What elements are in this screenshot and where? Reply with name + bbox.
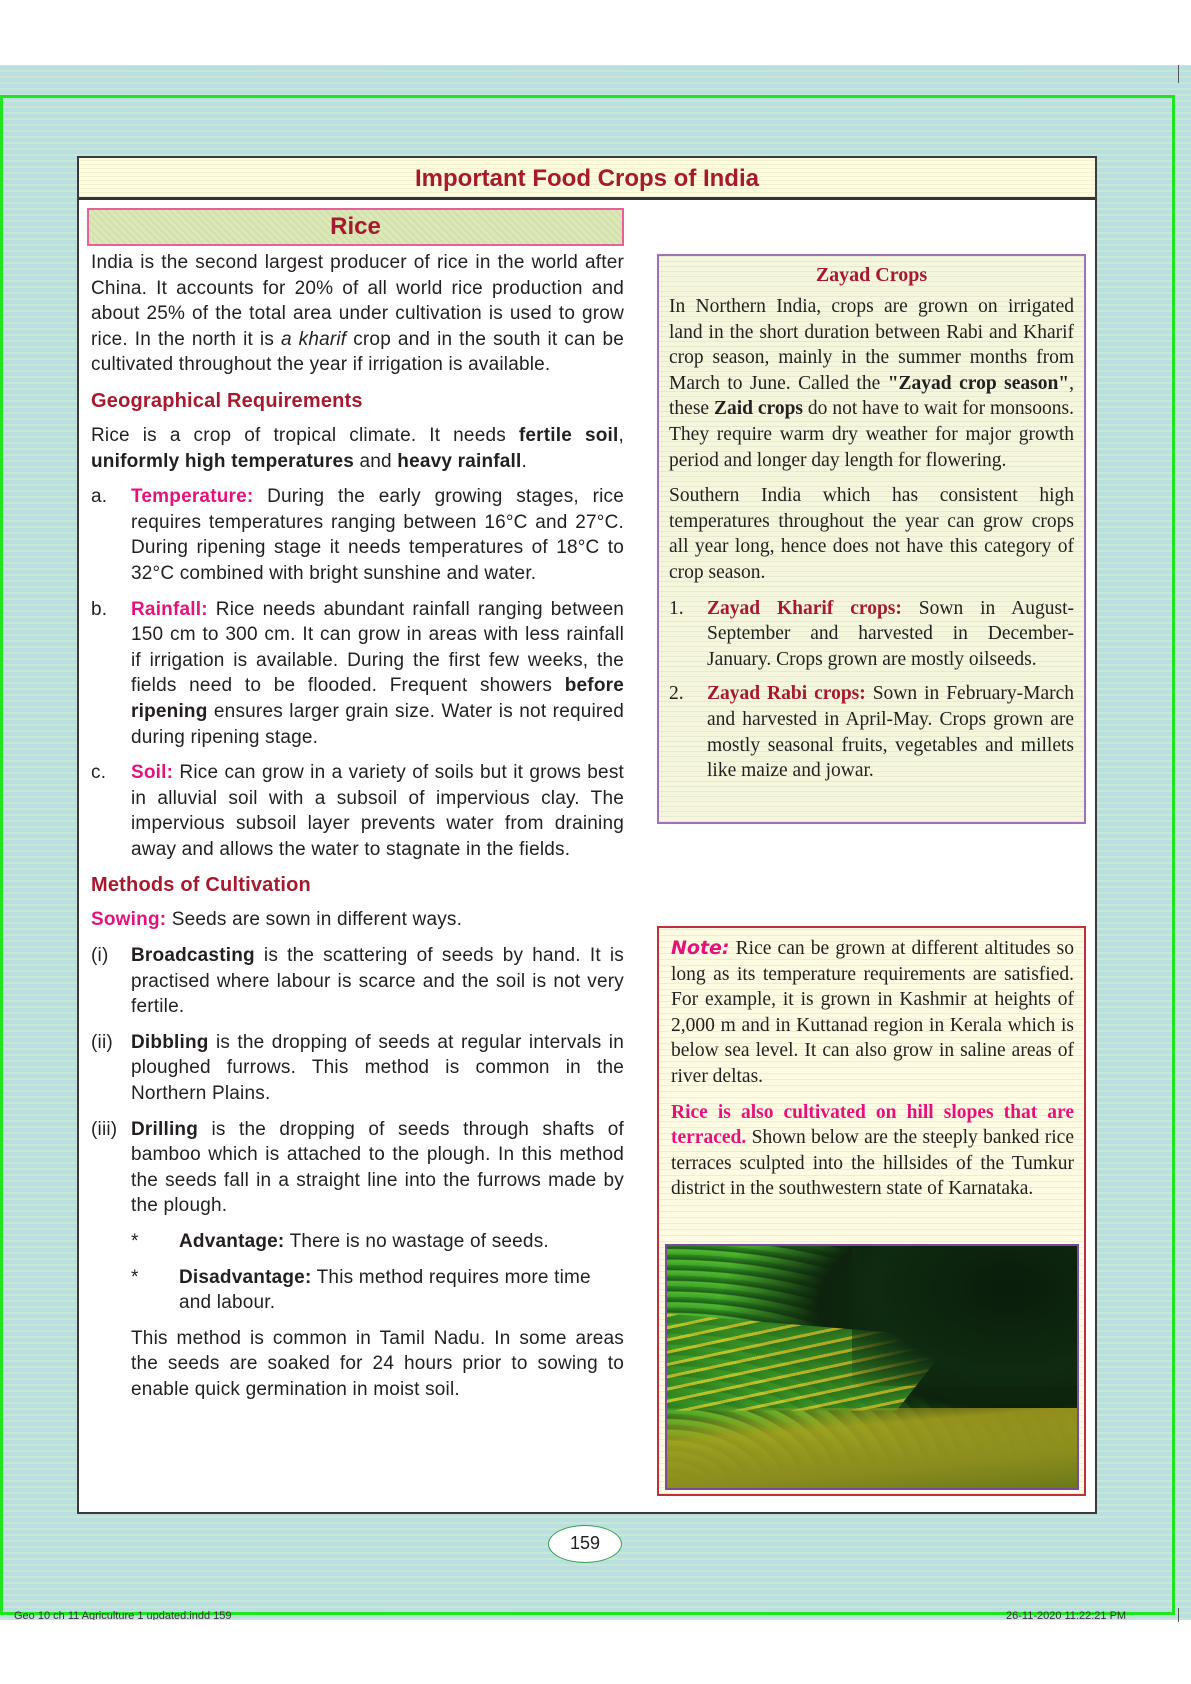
section-heading: Rice xyxy=(330,213,381,240)
geographical-requirements-heading: Geographical Requirements xyxy=(91,389,363,412)
asterisk-bullet: * xyxy=(131,1231,139,1252)
ripening-rice-foreground xyxy=(667,1408,1077,1488)
method-dibbling: (ii) Dibbling is the dropping of seeds at regular intervals in ploughed furrows. This method is common in the Northern Plains. xyxy=(91,1031,624,1105)
print-slug-filename: Geo 10 ch 11 Agriculture 1 updated.indd 159 xyxy=(14,1610,232,1620)
method-broadcasting: (i) Broadcasting is the scattering of seeds by hand. It is practised where labour is scarce and the soil is not very fertile. xyxy=(91,945,624,1018)
zayad-rabi-item: 2. Zayad Rabi crops: Sown in February-March and harvested in April-May. Crops grown are mostly seasonal fruits, vegetables and millets like maize and jowar. xyxy=(669,683,1074,782)
zayad-heading: Zayad Crops xyxy=(815,264,928,286)
left-column xyxy=(91,250,624,1413)
sowing-paragraph: Sowing: Seeds are sown in different ways. xyxy=(91,909,463,931)
geo-intro-paragraph: Rice is a crop of tropical climate. It needs fertile soil, uniformly high temperatures and heavy rainfall. xyxy=(91,424,624,472)
terraced-paragraph: Rice is also cultivated on hill slopes that are terraced. Shown below are the steeply banked rice terraces sculpted into the hillsides of the Tumkur district in the southwestern state of Karnataka. xyxy=(671,1101,1074,1200)
requirement-soil: c. Soil: Rice can grow in a variety of soils but it grows best in alluvial soil with a subsoil of impervious clay. The impervious subsoil layer prevents water from draining away and allows the water to stagnate in the fields. xyxy=(91,762,624,860)
zayad-kharif-item: 1. Zayad Kharif crops: Sown in August-September and harvested in December-January. Crops grown are mostly oilseeds. xyxy=(669,597,1074,670)
content-frame xyxy=(77,156,1097,1514)
title-bar xyxy=(79,158,1095,200)
method-drilling: (iii) Drilling is the dropping of seeds through shafts of bamboo which is attached to the plough. In this method the seeds fall in a straight line into the furrows made by the plough. xyxy=(91,1118,624,1217)
requirement-temperature: a. Temperature: During the early growing stages, rice requires temperatures ranging between 16°C and 27°C. During ripening stage it needs temperatures of 18°C to 32°C combined with bright sunshine and water. xyxy=(91,486,624,584)
page-number-badge: 159 xyxy=(548,1525,622,1563)
note-box xyxy=(657,926,1086,1496)
zayad-crops-box xyxy=(657,254,1086,824)
requirement-rainfall: b. Rainfall: Rice needs abundant rainfall ranging between 150 cm to 300 cm. It can grow in areas with less rainfall if irrigation is available. During the first few weeks, the fields need to be flooded. Frequent showers before ripening ensures larger grain size. Water is not required during ripening stage. xyxy=(91,598,624,748)
rice-terraces-photo xyxy=(665,1244,1079,1490)
asterisk-bullet: * xyxy=(131,1266,139,1288)
crop-mark xyxy=(1178,1608,1179,1622)
drilling-advantage: * Advantage: There is no wastage of seeds. xyxy=(131,1229,624,1255)
intro-paragraph: India is the second largest producer of rice in the world after China. It accounts for 20% of all world rice production and about 25% of the total area under cultivation is used to grow rice. In the north it is a kharif crop and in the south it can be cultivated throughout the year if irrigation is available. xyxy=(91,252,624,376)
note-paragraph: Note: Rice can be grown at different altitudes so long as its temperature requirements are satisfied. For example, it is grown in Kashmir at heights of 2,000 m and in Kuttanad region in Kerala which is below sea level. It can also grow in saline areas of river deltas. xyxy=(671,937,1074,1087)
page-title: Important Food Crops of India xyxy=(415,165,759,192)
forest-shadow xyxy=(852,1246,1078,1386)
print-slug-timestamp: 26-11-2020 11:22:21 PM xyxy=(1006,1610,1127,1620)
section-heading-band xyxy=(87,208,624,246)
zayad-paragraph-1: In Northern India, crops are grown on irrigated land in the short duration between Rabi and Kharif crop season, mainly in the summer months from March to June. Called the "Zayad crop season", these Zaid crops do not have to wait for monsoons. They require warm dry weather for major growth period and longer day length for flowering. xyxy=(669,296,1075,471)
closing-paragraph: This method is common in Tamil Nadu. In some areas the seeds are soaked for 24 hours prior to sowing to enable quick germination in moist soil. xyxy=(131,1327,624,1400)
methods-of-cultivation-heading: Methods of Cultivation xyxy=(91,874,311,897)
drilling-disadvantage: * Disadvantage: This method requires more time and labour. xyxy=(131,1265,624,1316)
zayad-paragraph-2: Southern India which has consistent high temperatures throughout the year can grow crops all year long, hence does not have this category of crop season. xyxy=(669,485,1074,583)
crop-mark xyxy=(1178,65,1179,83)
